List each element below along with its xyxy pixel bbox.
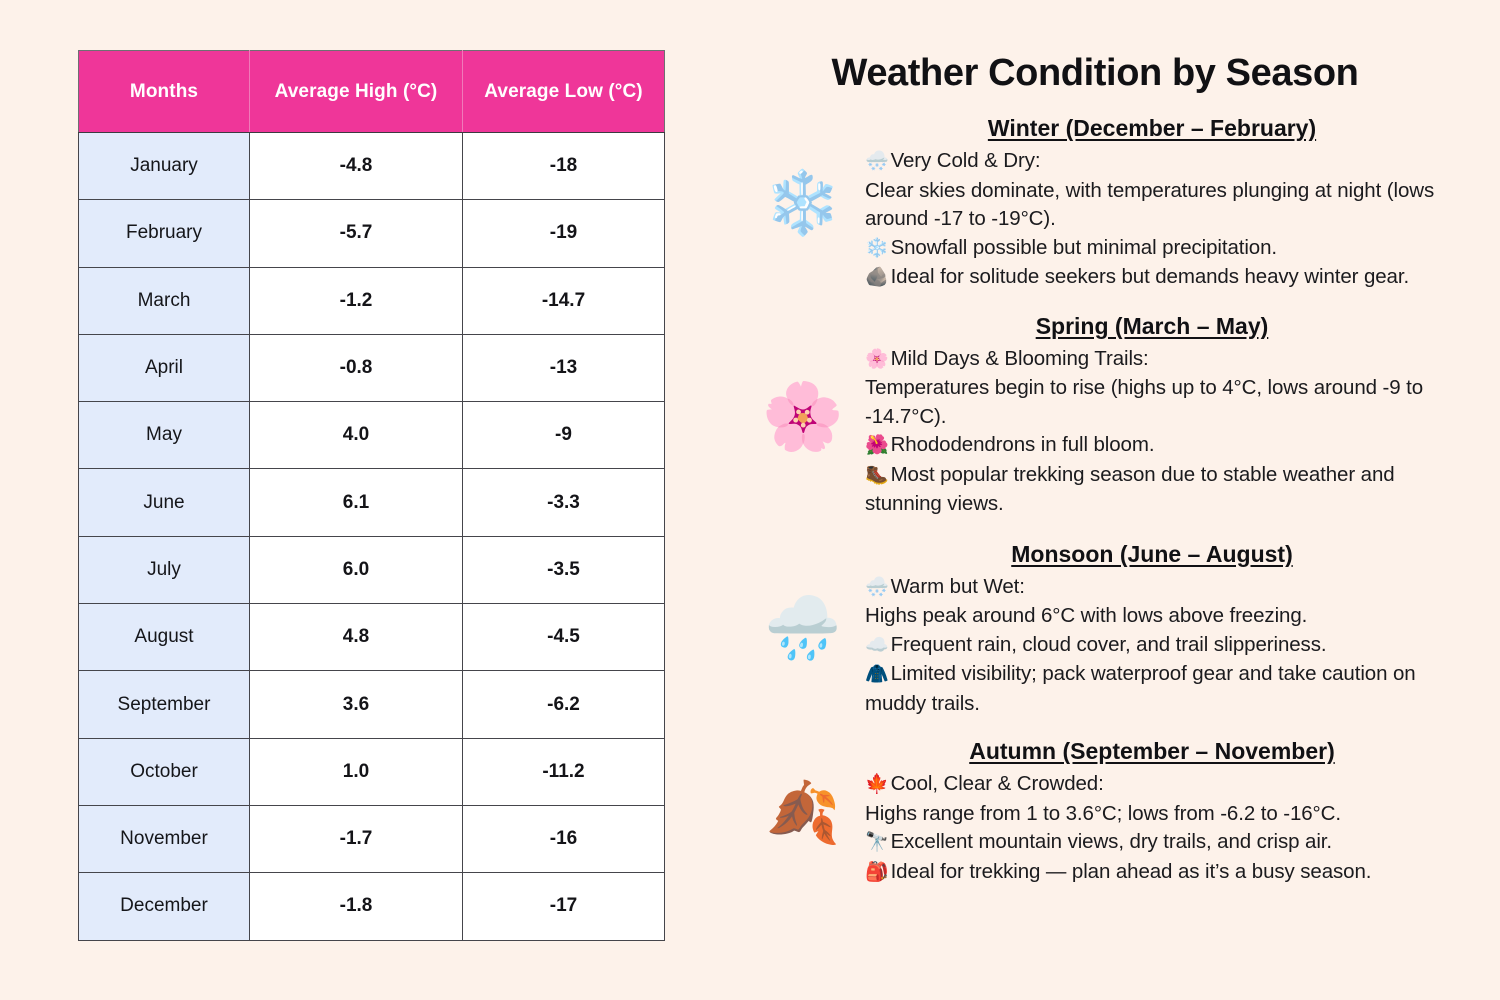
table-row	[79, 671, 665, 738]
cell-month: September	[79, 671, 250, 738]
blossom-icon: 🌸	[761, 378, 845, 453]
season-line-text: Very Cold & Dry:	[890, 149, 1041, 172]
cell-month: March	[79, 267, 250, 334]
season-line	[865, 828, 1445, 858]
cell-month: December	[79, 873, 250, 940]
season-body-spring	[865, 345, 1445, 519]
cell-average-high: -1.8	[250, 873, 463, 940]
season-line-text: Most popular trekking season due to stable weather and stunning views.	[865, 462, 1395, 515]
table-row	[79, 267, 665, 334]
snow-cloud-icon: 🌨️	[865, 576, 889, 598]
cell-average-high: 1.0	[250, 738, 463, 805]
hibiscus-icon: 🌺	[865, 435, 889, 456]
season-line-text: Warm but Wet:	[890, 574, 1025, 598]
season-line-text: Ideal for solitude seekers but demands heavy winter gear.	[890, 265, 1410, 288]
monthly-temperature-table	[78, 50, 665, 941]
table-row	[79, 536, 665, 603]
column-header-average-low: Average Low (°C)	[463, 51, 665, 133]
cell-average-high: -5.7	[250, 200, 463, 267]
cell-average-low: -14.7	[463, 267, 665, 334]
cell-average-low: -13	[463, 334, 665, 401]
backpack-icon: 🎒	[865, 861, 889, 883]
column-header-average-high: Average High (°C)	[250, 51, 463, 133]
season-line	[865, 147, 1445, 177]
season-line-text: Highs peak around 6°C with lows above freezing.	[865, 604, 1308, 627]
season-line	[865, 177, 1445, 234]
table-row	[79, 873, 665, 940]
season-line	[865, 374, 1445, 431]
seasons-list	[745, 115, 1445, 887]
cell-average-high: -1.7	[250, 805, 463, 872]
cell-month: October	[79, 738, 250, 805]
snowflake-icon: ❄️	[764, 168, 842, 238]
season-line-text: Temperatures begin to rise (highs up to 4°C, lows around -9 to -14.7°C).	[865, 376, 1424, 428]
cell-average-high: 3.6	[250, 671, 463, 738]
season-heading-autumn: Autumn (September – November)	[969, 738, 1335, 764]
cell-month: April	[79, 334, 250, 401]
table-row	[79, 738, 665, 805]
snowflake-icon: ❄️	[865, 237, 889, 259]
season-heading-monsoon: Monsoon (June – August)	[1011, 540, 1293, 567]
season-line	[865, 800, 1445, 829]
cell-month: November	[79, 805, 250, 872]
coat-icon: 🧥	[865, 664, 889, 685]
telescope-icon: 🔭	[865, 832, 889, 853]
season-block-spring	[745, 313, 1445, 519]
column-header-months: Months	[79, 51, 250, 133]
season-line	[865, 263, 1445, 293]
season-line	[865, 345, 1445, 375]
snow-cloud-icon: 🌨️	[865, 151, 889, 172]
cherry-blossom-icon: 🌸	[865, 348, 889, 370]
cell-month: January	[79, 133, 250, 200]
cell-average-low: -4.5	[463, 604, 665, 671]
cell-month: February	[79, 200, 250, 267]
season-line	[865, 602, 1445, 631]
cell-month: August	[79, 604, 250, 671]
season-line-text: Cool, Clear & Crowded:	[890, 772, 1104, 795]
cloud-icon: ☁️	[865, 634, 889, 656]
season-block-winter	[745, 115, 1445, 293]
season-heading-winter: Winter (December – February)	[987, 115, 1317, 141]
season-block-autumn	[745, 738, 1445, 887]
cell-average-low: -16	[463, 805, 665, 872]
cell-average-high: 4.8	[250, 604, 463, 671]
cell-average-high: -0.8	[250, 334, 463, 401]
season-line-text: Snowfall possible but minimal precipitation.	[890, 235, 1277, 259]
cell-average-high: 4.0	[250, 402, 463, 469]
season-line-text: Rhododendrons in full bloom.	[890, 433, 1155, 456]
season-line	[865, 660, 1445, 718]
table-header	[79, 51, 665, 133]
cell-average-low: -3.5	[463, 536, 665, 603]
rain-cloud-icon: 🌧️	[764, 594, 842, 664]
page-title: Weather Condition by Season	[831, 52, 1359, 94]
cell-month: June	[79, 469, 250, 536]
rock-icon: 🪨	[865, 267, 889, 288]
season-body-monsoon	[865, 573, 1445, 719]
season-line-text: Highs range from 1 to 3.6°C; lows from -6.2 to -16°C.	[865, 801, 1341, 825]
cell-average-low: -11.2	[463, 738, 665, 805]
fallen-leaves-icon: 🍂	[765, 778, 841, 846]
table-row	[79, 334, 665, 401]
cell-average-low: -6.2	[463, 671, 665, 738]
season-line	[865, 770, 1445, 800]
cell-average-low: -3.3	[463, 469, 665, 536]
cell-average-high: -4.8	[250, 133, 463, 200]
cell-average-low: -19	[463, 200, 665, 267]
seasons-panel	[745, 44, 1445, 964]
cell-average-low: -17	[463, 873, 665, 940]
season-heading-spring: Spring (March – May)	[1035, 312, 1269, 339]
table-row	[79, 402, 665, 469]
table-row	[79, 469, 665, 536]
season-line	[865, 631, 1445, 661]
season-line-text: Frequent rain, cloud cover, and trail slipperiness.	[890, 632, 1327, 656]
table-row	[79, 200, 665, 267]
season-line	[865, 858, 1445, 888]
table-body	[79, 133, 665, 941]
cell-average-high: -1.2	[250, 267, 463, 334]
season-line-text: Mild Days & Blooming Trails:	[890, 346, 1149, 370]
season-line-text: Limited visibility; pack waterproof gear and take caution on muddy trails.	[865, 662, 1416, 715]
table-row	[79, 805, 665, 872]
temperature-table-panel	[78, 50, 664, 941]
season-line-text: Clear skies dominate, with temperatures plunging at night (lows around -17 to -19°C).	[865, 178, 1435, 230]
cell-average-low: -9	[463, 402, 665, 469]
season-block-monsoon	[745, 541, 1445, 719]
cell-average-high: 6.1	[250, 469, 463, 536]
maple-leaf-icon: 🍁	[865, 774, 889, 795]
season-line	[865, 431, 1445, 461]
season-body-autumn	[865, 770, 1445, 887]
season-body-winter	[865, 147, 1445, 293]
season-line-text: Excellent mountain views, dry trails, and crisp air.	[890, 830, 1332, 853]
hiking-boot-icon: 🥾	[865, 464, 889, 486]
table-row	[79, 133, 665, 200]
season-line	[865, 573, 1445, 603]
cell-average-low: -18	[463, 133, 665, 200]
cell-average-high: 6.0	[250, 536, 463, 603]
season-line-text: Ideal for trekking — plan ahead as it’s a busy season.	[890, 859, 1372, 883]
season-line	[865, 234, 1445, 264]
cell-month: July	[79, 536, 250, 603]
table-row	[79, 604, 665, 671]
table-header-row	[79, 51, 665, 133]
season-line	[865, 461, 1445, 519]
cell-month: May	[79, 402, 250, 469]
